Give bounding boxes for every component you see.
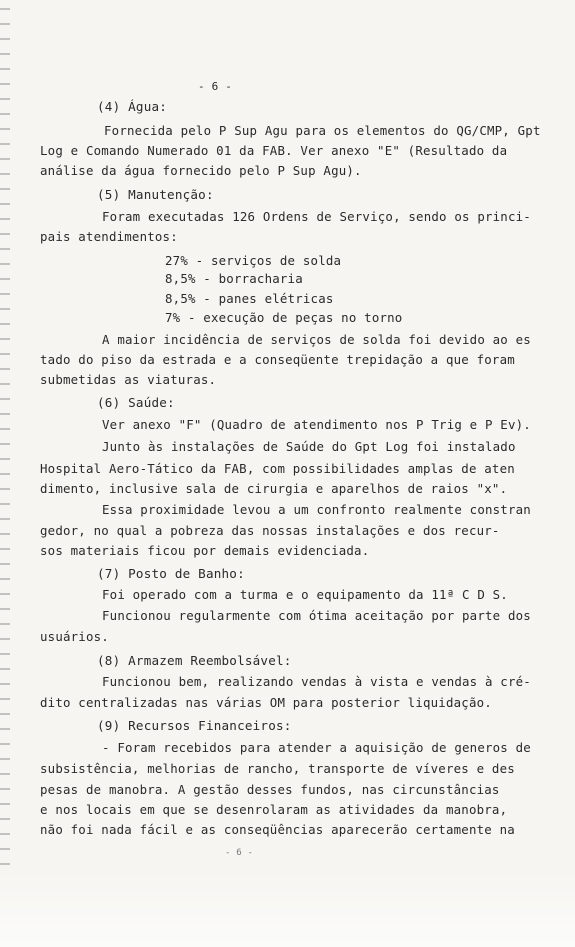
paragraph-line: - Foram recebidos para atender a aquisição de generos de bbox=[102, 740, 531, 755]
list-item: 8,5% - panes elétricas bbox=[165, 291, 334, 306]
binder-holes bbox=[0, 0, 22, 900]
paragraph-line: não foi nada fácil e as conseqüências aparecerão certamente na bbox=[40, 822, 515, 837]
page-bottom-margin bbox=[0, 870, 575, 947]
paragraph-line: Funcionou regularmente com ótima aceitação por parte dos bbox=[102, 608, 531, 623]
paragraph-line: Foram executadas 126 Ordens de Serviço, sendo os princi- bbox=[102, 209, 531, 224]
paragraph-line: usuários. bbox=[40, 629, 109, 644]
section-heading: (4) Água: bbox=[97, 99, 168, 114]
paragraph-line: tado do piso da estrada e a conseqüente trepidação a que foram bbox=[40, 352, 515, 367]
section-heading: (6) Saúde: bbox=[97, 395, 175, 410]
footer-mark: - 6 - bbox=[225, 848, 254, 858]
section-heading: (5) Manutenção: bbox=[97, 187, 214, 202]
paragraph-line: Fornecida pelo P Sup Agu para os elementos do QG/CMP, Gpt bbox=[104, 123, 541, 138]
paragraph-line: subsistência, melhorias de rancho, transporte de víveres e des bbox=[40, 761, 515, 776]
paragraph-line: Log e Comando Numerado 01 da FAB. Ver anexo "E" (Resultado da bbox=[40, 143, 508, 158]
paragraph-line: sos materiais ficou por demais evidenciada. bbox=[40, 543, 370, 558]
page-number: - 6 - bbox=[198, 80, 233, 93]
paragraph-line: Hospital Aero-Tático da FAB, com possibilidades amplas de aten bbox=[40, 461, 515, 476]
paragraph-line: análise da água fornecido pelo P Sup Agu). bbox=[40, 163, 362, 178]
paragraph-line: pesas de manobra. A gestão desses fundos, nas circunstâncias bbox=[40, 782, 500, 797]
list-item: 27% - serviços de solda bbox=[165, 253, 342, 268]
paragraph-line: pais atendimentos: bbox=[40, 229, 178, 244]
paragraph-line: e nos locais em que se desenrolaram as atividades da manobra, bbox=[40, 802, 508, 817]
paragraph-line: dito centralizadas nas várias OM para posterior liquidação. bbox=[40, 695, 492, 710]
paragraph-line: Essa proximidade levou a um confronto realmente constran bbox=[102, 502, 531, 517]
paragraph-line: gedor, no qual a pobreza das nossas instalações e dos recur- bbox=[40, 523, 500, 538]
paragraph-line: Foi operado com a turma e o equipamento da 11ª C D S. bbox=[102, 587, 508, 602]
paragraph-line: Funcionou bem, realizando vendas à vista e vendas à cré- bbox=[102, 674, 531, 689]
paragraph-line: dimento, inclusive sala de cirurgia e aparelhos de raios "x". bbox=[40, 481, 508, 496]
list-item: 8,5% - borracharia bbox=[165, 271, 303, 286]
list-item: 7% - execução de peças no torno bbox=[165, 310, 403, 325]
paragraph-line: submetidas as viaturas. bbox=[40, 372, 217, 387]
paragraph-line: Junto às instalações de Saúde do Gpt Log foi instalado bbox=[102, 439, 516, 454]
paragraph-line: Ver anexo "F" (Quadro de atendimento nos P Trig e P Ev). bbox=[102, 417, 531, 432]
section-heading: (9) Recursos Financeiros: bbox=[97, 718, 292, 733]
paragraph-line: A maior incidência de serviços de solda foi devido ao es bbox=[102, 332, 531, 347]
section-heading: (7) Posto de Banho: bbox=[97, 566, 245, 581]
section-heading: (8) Armazem Reembolsável: bbox=[97, 653, 292, 668]
